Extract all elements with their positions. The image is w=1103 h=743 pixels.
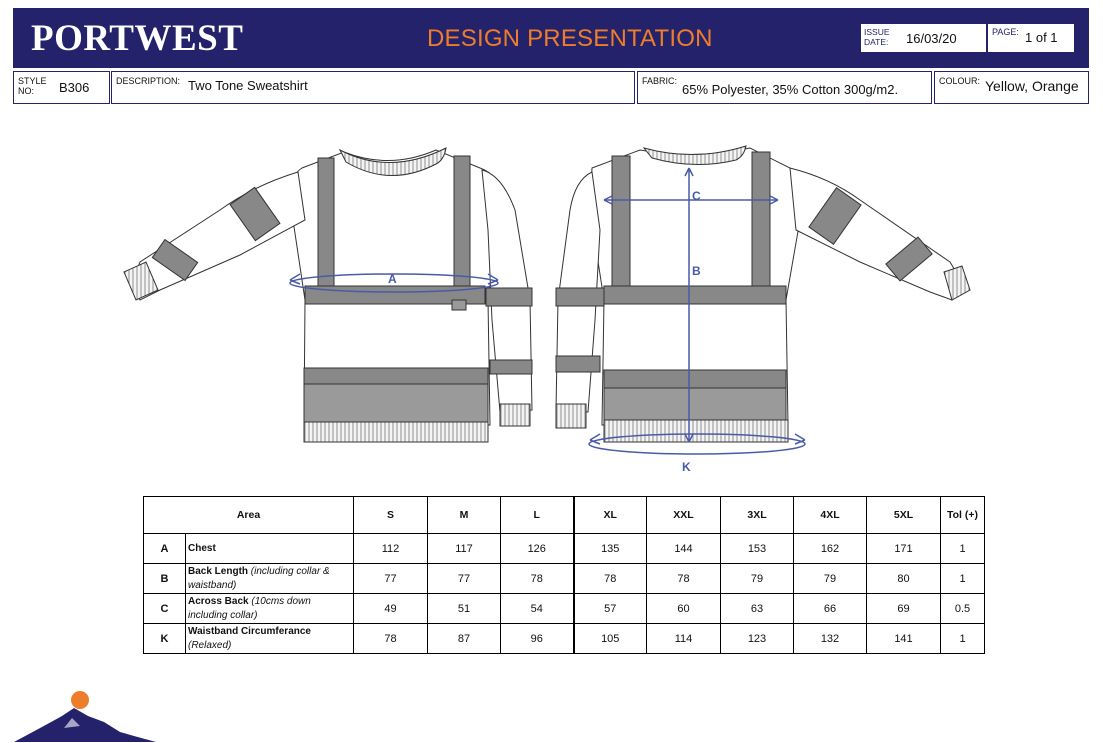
issue-date-label: ISSUE DATE: [864, 27, 890, 47]
measurement-value: 141 [867, 624, 941, 654]
header-bar [13, 8, 1089, 68]
measure-label-c: C [692, 189, 701, 203]
tolerance-value: 0.5 [941, 594, 985, 624]
measurement-value: 123 [721, 624, 794, 654]
header-size: 3XL [721, 497, 794, 534]
measurement-value: 162 [794, 534, 867, 564]
measurement-value: 171 [867, 534, 941, 564]
measure-label-a: A [388, 272, 397, 286]
measure-label-b: B [692, 264, 701, 278]
measurement-value: 96 [501, 624, 574, 654]
area-code: A [144, 534, 186, 564]
header-area: Area [144, 497, 354, 534]
fabric-box [637, 71, 932, 104]
area-cell [186, 594, 354, 624]
table-row [144, 564, 985, 594]
area-name: Chest [188, 542, 216, 554]
description-value: Two Tone Sweatshirt [188, 78, 308, 93]
issue-date-box [861, 24, 986, 52]
description-box [111, 71, 635, 104]
measure-label-k: K [682, 460, 691, 474]
area-note: (including collar & waistband) [188, 565, 330, 591]
area-note: (Relaxed) [188, 639, 232, 651]
area-note: (10cms down including collar) [188, 595, 311, 621]
table-row [144, 594, 985, 624]
description-label: DESCRIPTION: [116, 76, 181, 86]
measurement-value: 54 [501, 594, 574, 624]
style-no-label: STYLE NO: [18, 76, 47, 96]
table-row [144, 534, 985, 564]
style-no-value: B306 [59, 80, 90, 95]
measurement-value: 117 [428, 534, 501, 564]
header-size: XL [574, 497, 647, 534]
measurement-value: 49 [354, 594, 428, 624]
measurement-value: 69 [867, 594, 941, 624]
measurement-value: 112 [354, 534, 428, 564]
area-code: B [144, 564, 186, 594]
header-size: 4XL [794, 497, 867, 534]
measurement-value: 77 [428, 564, 501, 594]
measurement-value: 87 [428, 624, 501, 654]
measurement-value: 114 [647, 624, 721, 654]
area-code: K [144, 624, 186, 654]
measurement-value: 78 [647, 564, 721, 594]
header-tolerance: Tol (+) [941, 497, 985, 534]
measurement-value: 66 [794, 594, 867, 624]
header-size: XXL [647, 497, 721, 534]
measurement-value: 135 [574, 534, 647, 564]
area-cell [186, 624, 354, 654]
measurement-value: 78 [501, 564, 574, 594]
colour-value: Yellow, Orange [985, 78, 1079, 94]
page-label: PAGE: [992, 27, 1019, 37]
area-cell [186, 564, 354, 594]
tolerance-value: 1 [941, 534, 985, 564]
measurement-value: 51 [428, 594, 501, 624]
measurement-value: 126 [501, 534, 574, 564]
header-size: 5XL [867, 497, 941, 534]
page-value: 1 of 1 [1025, 30, 1058, 45]
measurement-value: 144 [647, 534, 721, 564]
fabric-label: FABRIC: [642, 76, 678, 86]
header-size: L [501, 497, 574, 534]
size-spec-table [143, 496, 985, 654]
table-header-row [144, 497, 985, 534]
table-row [144, 624, 985, 654]
measurement-value: 60 [647, 594, 721, 624]
area-name: Waistband Circumferance [188, 625, 311, 637]
fabric-value: 65% Polyester, 35% Cotton 300g/m2. [682, 82, 899, 97]
garment-technical-drawing [0, 120, 1103, 480]
measurement-value: 105 [574, 624, 647, 654]
area-name: Across Back [188, 595, 249, 607]
colour-label: COLOUR: [939, 76, 981, 86]
header-size: S [354, 497, 428, 534]
page-box [988, 24, 1074, 52]
brand-logo: PORTWEST [31, 18, 244, 59]
area-cell [186, 534, 354, 564]
area-code: C [144, 594, 186, 624]
measurement-value: 63 [721, 594, 794, 624]
style-no-box [13, 71, 110, 104]
colour-box [934, 71, 1089, 104]
measurement-value: 57 [574, 594, 647, 624]
area-name: Back Length [188, 565, 249, 577]
front-view [124, 148, 532, 442]
measurement-value: 79 [794, 564, 867, 594]
mountain-sun-icon [14, 688, 159, 743]
measurement-value: 79 [721, 564, 794, 594]
measurement-value: 80 [867, 564, 941, 594]
document-title: DESIGN PRESENTATION [427, 25, 713, 52]
measurement-value: 78 [574, 564, 647, 594]
header-size: M [428, 497, 501, 534]
tolerance-value: 1 [941, 564, 985, 594]
measurement-value: 153 [721, 534, 794, 564]
measurement-value: 77 [354, 564, 428, 594]
issue-date-value: 16/03/20 [906, 31, 957, 46]
back-view [556, 146, 970, 442]
measurement-value: 78 [354, 624, 428, 654]
tolerance-value: 1 [941, 624, 985, 654]
measurement-value: 132 [794, 624, 867, 654]
